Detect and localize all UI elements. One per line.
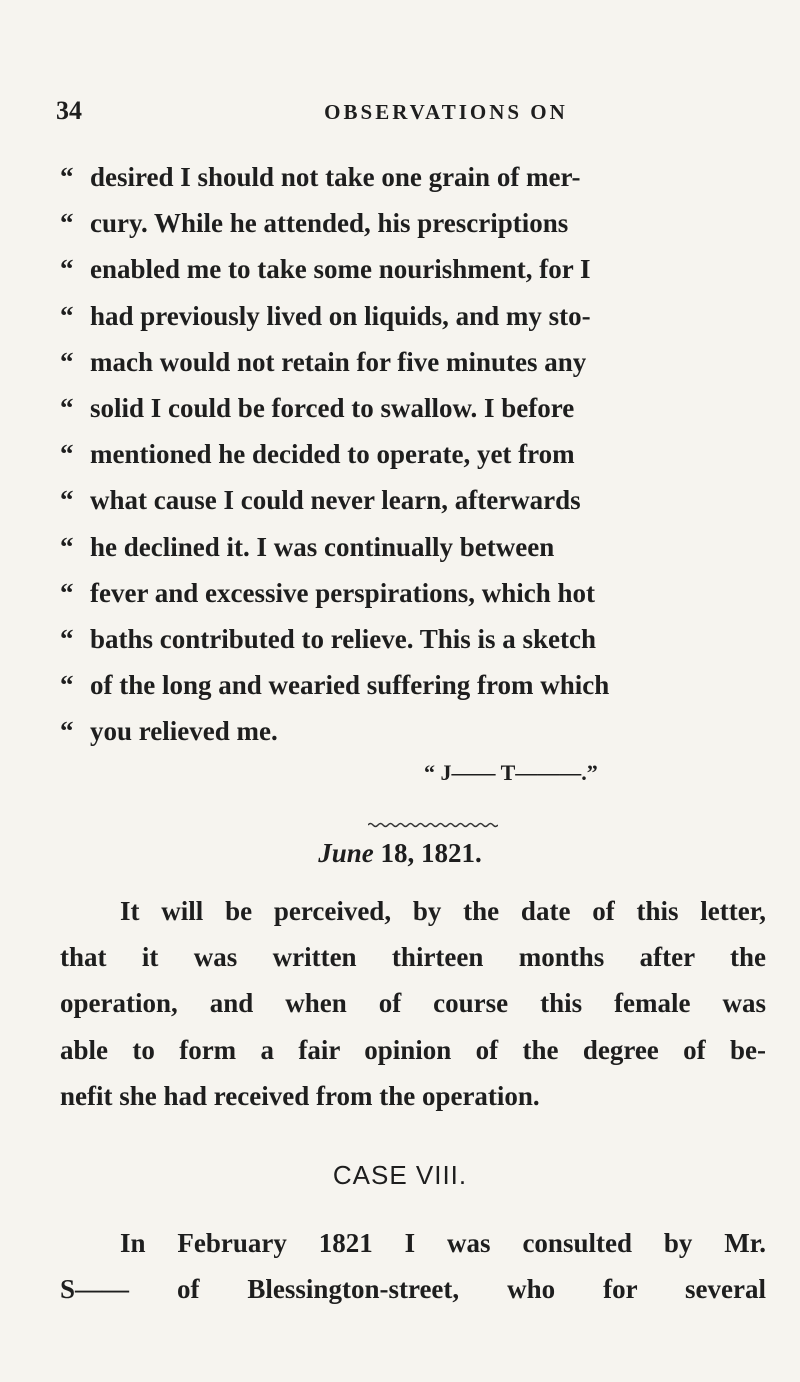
paragraph-line: able to form a fair opinion of the degree of be-: [60, 1034, 766, 1065]
quote-mark: “: [60, 208, 74, 239]
letter-date: [0, 838, 800, 869]
quote-mark: “: [60, 623, 74, 654]
page-header: [56, 96, 756, 136]
quote-mark: “: [60, 346, 74, 377]
quote-mark: “: [60, 300, 74, 331]
case-paragraph: [60, 1220, 766, 1312]
quoted-letter: [60, 154, 766, 754]
letter-line: “ baths contributed to relieve. This is a sketch: [60, 616, 766, 662]
case-heading: CASE VIII.: [332, 1160, 468, 1190]
paragraph-line: It will be perceived, by the date of this letter,: [120, 896, 766, 926]
quote-mark: “: [60, 716, 74, 747]
letter-line: “ you relieved me.: [60, 708, 766, 754]
letter-line: “ cury. While he attended, his prescriptions: [60, 200, 766, 246]
quote-mark: “: [60, 485, 74, 516]
date-day-year: 18, 1821.: [373, 838, 482, 868]
running-head: OBSERVATIONS ON: [324, 100, 568, 124]
letter-line: “ desired I should not take one grain of mer-: [60, 154, 766, 200]
quote-mark: “: [60, 577, 74, 608]
letter-line: “ mach would not retain for five minutes any: [60, 339, 766, 385]
letter-line: “ he declined it. I was continually between: [60, 524, 766, 570]
quote-mark: “: [60, 392, 74, 423]
paragraph-line: nefit she had received from the operation.: [60, 1080, 540, 1111]
letter-signature: “ J—— T———.”: [424, 760, 598, 785]
paragraph-line: S—— of Blessington-street, who for several: [60, 1274, 766, 1305]
page-number: 34: [56, 96, 82, 125]
paragraph-line: operation, and when of course this female was: [60, 988, 766, 1019]
letter-line: “ of the long and wearied suffering from which: [60, 662, 766, 708]
letter-line: “ enabled me to take some nourishment, for I: [60, 246, 766, 292]
quote-mark: “: [60, 254, 74, 285]
quote-mark: “: [60, 439, 74, 470]
letter-line: “ had previously lived on liquids, and my sto-: [60, 293, 766, 339]
quote-mark: “: [60, 670, 74, 701]
letter-line: “ what cause I could never learn, afterwards: [60, 477, 766, 523]
paragraph-line: that it was written thirteen months after the: [60, 942, 766, 973]
quote-mark: “: [60, 531, 74, 562]
paragraph-line: In February 1821 I was consulted by Mr.: [120, 1228, 766, 1258]
ornamental-rule: [368, 822, 498, 828]
date-month: June: [318, 838, 374, 868]
letter-line: “ mentioned he decided to operate, yet from: [60, 431, 766, 477]
letter-line: “ fever and excessive perspirations, which hot: [60, 570, 766, 616]
letter-line: “ solid I could be forced to swallow. I before: [60, 385, 766, 431]
quote-mark: “: [60, 162, 74, 192]
commentary-paragraph: [60, 888, 766, 1119]
